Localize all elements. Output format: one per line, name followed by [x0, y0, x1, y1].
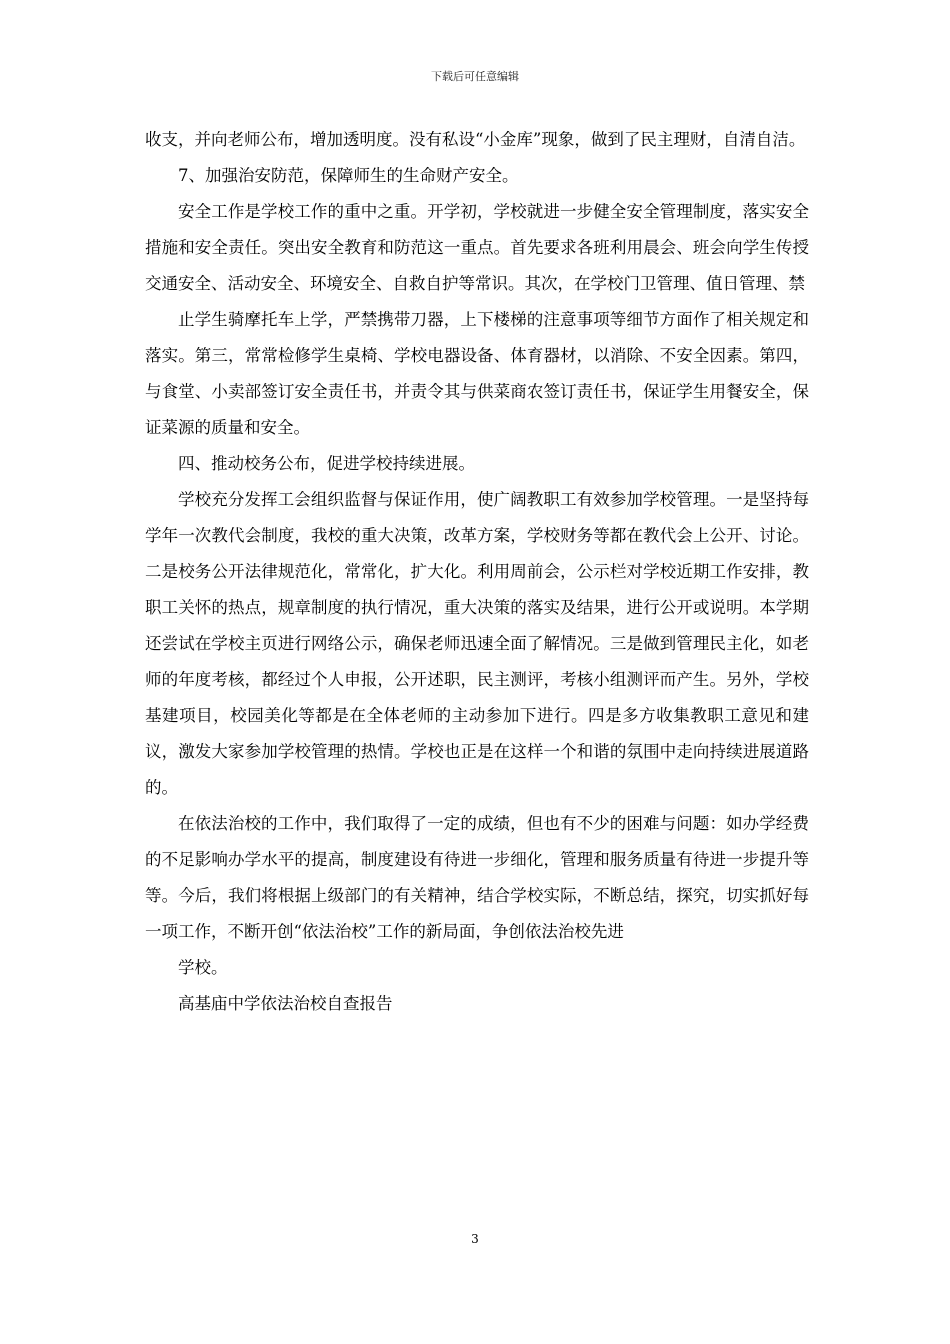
page-number: 3 — [471, 1232, 479, 1246]
paragraph-7: 在依法治校的工作中，我们取得了一定的成绩，但也有不少的困难与问题：如办学经费的不足影响办学水平的提高，制度建设有待进一步细化，管理和服务质量有待进一步提升等等。今后，我们将根据上级部门的有关精神，结合学校实际，不断总结，探究，切实抓好每一项工作，不断开创“依法治校”工作的新局面，争创依法治校先进 — [145, 814, 809, 941]
paragraph-8: 学校。 — [178, 958, 228, 977]
paragraph-9: 高基庙中学依法治校自查报告 — [178, 994, 393, 1013]
paragraph-1: 收支，并向老师公布，增加透明度。没有私设“小金库”现象，做到了民主理财，自清自洁。 — [145, 130, 806, 149]
paragraph-6: 学校充分发挥工会组织监督与保证作用，使广阔教职工有效参加学校管理。一是坚持每学年一次教代会制度，我校的重大决策，改革方案，学校财务等都在教代会上公开、讨论。二是校务公开法律规范化，常常化，扩大化。利用周前会，公示栏对学校近期工作安排，教职工关怀的热点，规章制度的执行情况，重大决策的落实及结果，进行公开或说明。本学期还尝试在学校主页进行网络公示，确保老师迅速全面了解情况。三是做到管理民主化，如老师的年度考核，都经过个人申报，公开述职，民主测评，考核小组测评而产生。另外，学校基建项目，校园美化等都是在全体老师的主动参加下进行。四是多方收集教职工意见和建议，激发大家参加学校管理的热情。学校也正是在这样一个和谐的氛围中走向持续进展道路的。 — [145, 490, 809, 797]
paragraph-5: 四、推动校务公布，促进学校持续进展。 — [178, 454, 475, 473]
paragraph-3: 安全工作是学校工作的重中之重。开学初，学校就进一步健全安全管理制度，落实安全措施和安全责任。突出安全教育和防范这一重点。首先要求各班利用晨会、班会向学生传授交通安全、活动安全、环境安全、自救自护等常识。其次，在学校门卫管理、值日管理、禁 — [145, 202, 809, 293]
document-body — [145, 122, 809, 1022]
paragraph-2: 7、加强治安防范，保障师生的生命财产安全。 — [178, 166, 519, 185]
paragraph-4: 止学生骑摩托车上学，严禁携带刀器，上下楼梯的注意事项等细节方面作了相关规定和落实。第三，常常检修学生桌椅、学校电器设备、体育器材，以消除、不安全因素。第四，与食堂、小卖部签订安全责任书，并责令其与供菜商农签订责任书，保证学生用餐安全，保证菜源的质量和安全。 — [145, 310, 809, 437]
page-header: 下载后可任意编辑 — [431, 70, 519, 83]
